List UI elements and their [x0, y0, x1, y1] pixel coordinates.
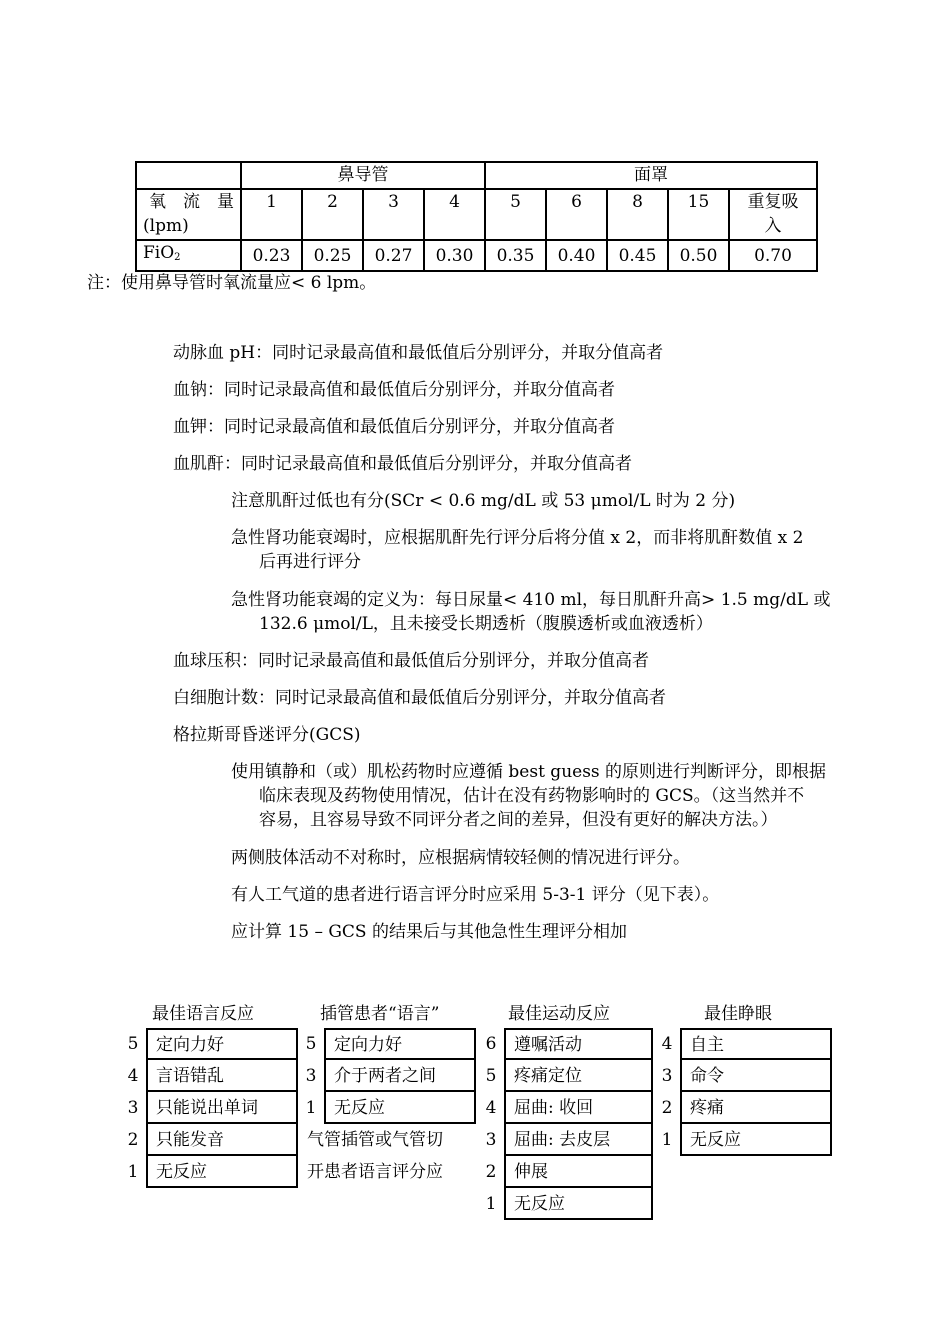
flow-value: 15: [668, 189, 729, 240]
score: 1: [485, 1194, 497, 1214]
flow-label-cell: [136, 189, 241, 240]
response-label: 介于两者之间: [324, 1060, 476, 1092]
note-ph: 动脉血 pH：同时记录最高值和最低值后分别评分，并取分值高者: [173, 343, 664, 363]
fio2-value: 0.45: [607, 240, 668, 271]
score: 2: [661, 1098, 673, 1118]
note-gcs-heading: 格拉斯哥昏迷评分(GCS): [173, 725, 361, 745]
note-arf-definition: [231, 588, 830, 636]
score: 4: [485, 1098, 497, 1118]
note-arf-definition-line: 132.6 μmol/L，且未接受长期透析（腹膜透析或血液透析）: [259, 614, 713, 634]
flow-value: 6: [546, 189, 607, 240]
intubated-note-line: 气管插管或气管切: [307, 1130, 443, 1150]
fio2-label-cell: [136, 240, 241, 271]
response-label: 屈曲: 收回: [504, 1092, 653, 1124]
corner-cell: [136, 162, 241, 189]
score: 4: [127, 1066, 139, 1086]
response-label: 只能发音: [146, 1124, 298, 1156]
score: 5: [485, 1066, 497, 1086]
note-gcs-calc: 应计算 15 – GCS 的结果后与其他急性生理评分相加: [231, 922, 627, 942]
score: 4: [661, 1034, 673, 1054]
fio2-label-sub: 2: [174, 252, 181, 263]
mask-header: 面罩: [485, 162, 817, 189]
score: 1: [305, 1098, 317, 1118]
score: 3: [305, 1066, 317, 1086]
flow-value: 4: [424, 189, 485, 240]
intubated-title: 插管患者“语言”: [320, 1004, 440, 1024]
note-arf-scoring-line: 后再进行评分: [259, 552, 361, 572]
verbal-title: 最佳语言反应: [152, 1004, 254, 1024]
response-label: 无反应: [504, 1188, 653, 1220]
response-label: 定向力好: [146, 1028, 298, 1060]
response-label: 疼痛: [680, 1092, 832, 1124]
note-sedation-line: 容易，且容易导致不同评分者之间的差异，但没有更好的解决方法。）: [259, 810, 778, 830]
response-label: 无反应: [680, 1124, 832, 1156]
fio2-label: FiO: [143, 243, 175, 263]
fio2-value: 0.27: [363, 240, 424, 271]
response-label: 定向力好: [324, 1028, 476, 1060]
note-wbc: 白细胞计数：同时记录最高值和最低值后分别评分，并取分值高者: [173, 688, 666, 708]
score: 2: [485, 1162, 497, 1182]
score: 1: [661, 1130, 673, 1150]
score: 5: [305, 1034, 317, 1054]
note-arf-scoring: [231, 526, 803, 574]
flow-unit: (lpm): [143, 216, 189, 236]
fio2-value: 0.70: [729, 240, 817, 271]
note-sedation-line: 临床表现及药物使用情况，估计在没有药物影响时的 GCS。（这当然并不: [259, 786, 805, 806]
response-label: 无反应: [324, 1092, 476, 1124]
response-label: 自主: [680, 1028, 832, 1060]
fio2-value: 0.30: [424, 240, 485, 271]
response-label: 无反应: [146, 1156, 298, 1188]
note-creatinine-low: 注意肌酐过低也有分(SCr < 0.6 mg/dL 或 53 μmol/L 时为 2 分): [231, 491, 736, 511]
response-label: 屈曲: 去皮层: [504, 1124, 653, 1156]
fio2-value: 0.35: [485, 240, 546, 271]
response-label: 伸展: [504, 1156, 653, 1188]
flow-value: 2: [302, 189, 363, 240]
response-label: 言语错乱: [146, 1060, 298, 1092]
note-sodium: 血钠：同时记录最高值和最低值后分别评分，并取分值高者: [173, 380, 615, 400]
fio2-value: 0.40: [546, 240, 607, 271]
fio2-note: 注：使用鼻导管时氧流量应< 6 lpm。: [87, 273, 377, 293]
motor-title: 最佳运动反应: [508, 1004, 610, 1024]
fio2-value: 0.23: [241, 240, 302, 271]
score: 1: [127, 1162, 139, 1182]
note-arf-definition-line: 急性肾功能衰竭的定义为：每日尿量< 410 ml，每日肌酐升高> 1.5 mg/dL 或: [231, 590, 831, 610]
score: 6: [485, 1034, 497, 1054]
note-creatinine: 血肌酐：同时记录最高值和最低值后分别评分，并取分值高者: [173, 454, 632, 474]
note-asymmetry: 两侧肢体活动不对称时，应根据病情较轻侧的情况进行评分。: [231, 848, 690, 868]
response-label: 遵嘱活动: [504, 1028, 653, 1060]
response-label: 只能说出单词: [146, 1092, 298, 1124]
intubated-note-line: 开患者语言评分应: [307, 1162, 443, 1182]
note-arf-scoring-line: 急性肾功能衰竭时，应根据肌酐先行评分后将分值 x 2，而非将肌酐数值 x 2: [231, 528, 804, 548]
note-airway: 有人工气道的患者进行语言评分时应采用 5-3-1 评分（见下表）。: [231, 885, 720, 905]
fio2-table: [135, 161, 818, 272]
response-label: 命令: [680, 1060, 832, 1092]
note-sedation-line: 使用镇静和（或）肌松药物时应遵循 best guess 的原则进行判断评分，即根据: [231, 762, 827, 782]
score: 3: [661, 1066, 673, 1086]
note-hematocrit: 血球压积：同时记录最高值和最低值后分别评分，并取分值高者: [173, 651, 649, 671]
score: 2: [127, 1130, 139, 1150]
flow-value: 重复吸入: [729, 189, 817, 240]
fio2-value: 0.25: [302, 240, 363, 271]
note-potassium: 血钾：同时记录最高值和最低值后分别评分，并取分值高者: [173, 417, 615, 437]
fio2-value: 0.50: [668, 240, 729, 271]
score: 3: [127, 1098, 139, 1118]
eye-title: 最佳睁眼: [704, 1004, 772, 1024]
flow-value: 5: [485, 189, 546, 240]
flow-label: 氧 流 量: [149, 192, 234, 212]
flow-value: 3: [363, 189, 424, 240]
score: 5: [127, 1034, 139, 1054]
flow-value: 8: [607, 189, 668, 240]
response-label: 疼痛定位: [504, 1060, 653, 1092]
nasal-cannula-header: 鼻导管: [241, 162, 485, 189]
score: 3: [485, 1130, 497, 1150]
note-sedation: [231, 760, 826, 832]
flow-value: 1: [241, 189, 302, 240]
